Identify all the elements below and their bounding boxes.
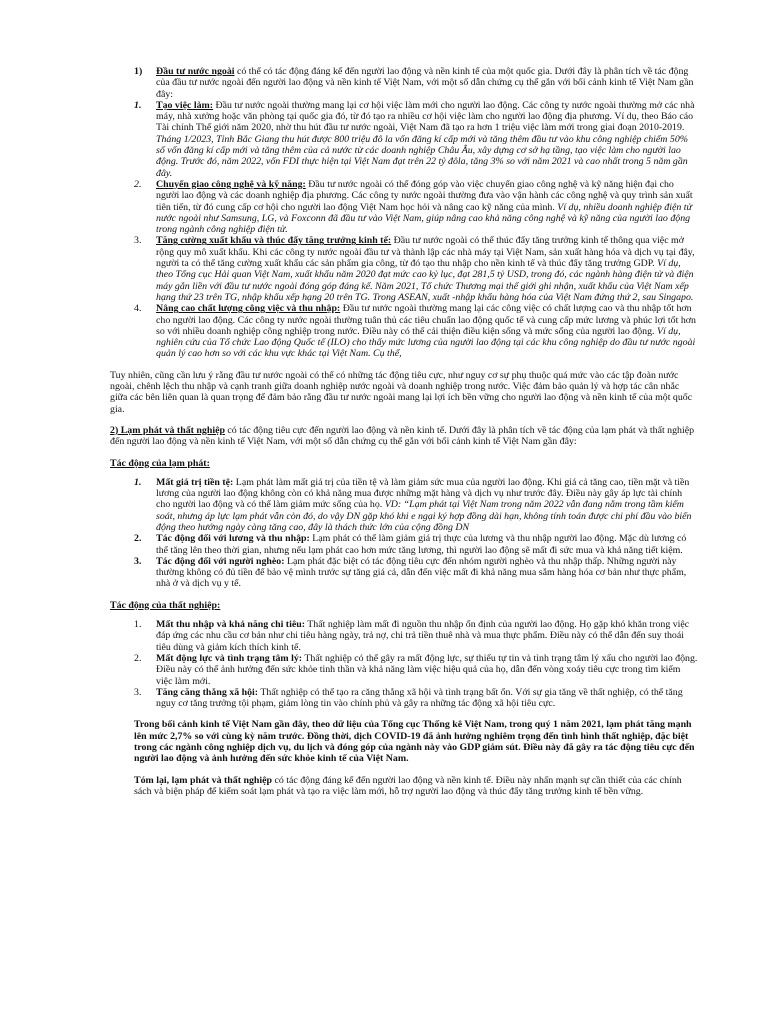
item-text: Lạm phát làm mất giá trị của tiền tệ và làm giảm sức mua của người lao động. Khi giá cả tăng cao, tiền mặt và tiền lương của người lao động không còn có khả năng mua được những mặt hàng và dịch vụ như trước đây. Điều này gây áp lực tài chính cho người lao động và có thể làm giảm mức sống của họ. — [156, 476, 690, 511]
unemployment-item-1 — [110, 619, 698, 653]
summary-lead: Tóm lại, lạm phát và thất nghiệp — [134, 774, 272, 786]
item-example: Tháng 1/2023, Tỉnh Bắc Giang thu hút được 800 triệu đô la vốn đăng kí cấp mới và tăng thêm đầu tư vào khu công nghiệp chiếm 50% số vốn đăng kí cấp mới và tăng thêm của cả nước từ các doanh nghiệp Châu Âu, xây dựng cơ sở hạ tầng, tạo việc làm cho người lao động. Trước đó, năm 2022, vốn FDI thực hiện tại Việt Nam đạt trên 22 tỷ đôla, tăng 3% so với năm 2021 và cao nhất trong 5 năm gần đây. — [156, 133, 689, 179]
list-number: 2. — [134, 533, 142, 545]
item-text: Đầu tư nước ngoài có thể thúc đẩy tăng trưởng kinh tế thông qua việc mở rộng quy mô xuất khẩu. Khi các công ty nước ngoài đầu tư và thành lập các nhà máy tại Việt Nam, sản xuất hàng hóa và dịch vụ tại đây, người ta có thể tăng cường xuất khẩu các sản phẩm gia công, từ đó tạo thu nhập cho nền kinh tế và thúc đẩy tăng trưởng GDP. — [156, 235, 695, 270]
list-number: 4. — [134, 303, 142, 315]
section-1-intro-text: có thể có tác động đáng kể đến người lao động và nền kinh tế của một quốc gia. Dưới đây là phân tích về tác động của đầu tư nước ngoài đến người lao động và nền kinh tế Việt Nam, với một số dẫn chứng cụ thể gắn với bối cảnh kinh tế Việt Nam gần đây: — [156, 66, 694, 100]
section-1-closing: Tuy nhiên, cũng cần lưu ý rằng đầu tư nước ngoài có thể có những tác động tiêu cực, như nguy cơ sự phụ thuộc quá mức vào các tập đoàn nước ngoài, chênh lệch thu nhập và cạnh tranh giữa doanh nghiệp nước ngoài và doanh nghiệp trong nước. Việc đảm bảo quản lý và hợp tác cân nhắc giữa các bên liên quan là quan trọng để đảm bảo rằng đầu tư nước ngoài mang lại lợi ích bền vững cho người lao động và nền kinh tế của một quốc gia. — [110, 369, 693, 415]
item-text: Đầu tư nước ngoài có thể đóng góp vào việc chuyển giao công nghệ và kỹ năng hiện đại cho người lao động và các doanh nghiệp địa phương. Các công ty nước ngoài thường đưa vào vận hành các công nghệ và quy trình sản xuất tiên tiến, từ đó cung cấp cơ hội cho người lao động Việt Nam học hỏi và nâng cao kỹ năng của mình. — [156, 178, 693, 213]
item-example: Ví dụ, nghiên cứu của Tổ chức Lao động Quốc tế (ILO) cho thấy mức lương của người lao động tại các khu công nghiệp do đầu tư nước ngoài quản lý cao hơn so với các khu vực khác tại Việt Nam. Cụ thể, — [156, 325, 696, 360]
item-title: Tác động đối với lương và thu nhập: — [156, 533, 310, 545]
s1-item-1 — [110, 100, 698, 179]
list-number: 3. — [134, 686, 142, 698]
section-2-title: 2) Lạm phát và thất nghiệp — [110, 424, 225, 436]
item-title: Tăng cường xuất khẩu và thúc đẩy tăng trưởng kinh tế: — [156, 235, 392, 247]
section-1-title: Đầu tư nước ngoài — [156, 66, 235, 77]
item-title: Tạo việc làm: — [156, 99, 214, 111]
list-number: 1. — [134, 619, 142, 631]
document-page — [110, 66, 698, 797]
item-title: Mất động lực và tình trạng tâm lý: — [156, 652, 303, 664]
s1-item-2 — [110, 179, 698, 235]
list-number: 2. — [134, 178, 142, 190]
item-example: VD: “Lạm phát tại Việt Nam trong năm 2022 vẫn đang nằm trong tầm kiểm soát, nhưng áp lực lạm phát vẫn còn đó, do vậy DN gặp khó khi e ngại ký hợp đồng dài hạn, không tính toán được chi phí đầu vào biến động theo hướng ngày càng tăng cao, đây là thách thức lớn của cộng đồng DN — [156, 499, 692, 533]
inflation-item-1 — [110, 477, 698, 533]
list-number: 2. — [134, 652, 142, 664]
item-example: Ví dụ, nhiều doanh nghiệp điện tử nước ngoài như Samsung, LG, và Foxconn đã đầu tư vào Việt Nam, giúp nâng cao khả năng công nghệ và kỹ năng của người lao động trong ngành công nghiệp điện tử. — [156, 201, 692, 236]
inflation-item-3 — [110, 556, 698, 590]
item-title: Mất thu nhập và khả năng chi tiêu: — [156, 619, 305, 631]
s1-item-3 — [110, 235, 698, 303]
section-1-intro — [110, 66, 698, 100]
inflation-heading: Tác động của lạm phát: — [110, 457, 210, 469]
item-example: Ví dụ, theo Tổng cục Hải quan Việt Nam, xuất khẩu năm 2020 đạt mức cao kỷ lục, đạt 281,5 tỷ USD, trong đó, các ngành hàng điện tử và điện máy gắn liền với đầu tư nước ngoài đóng góp đáng kể. Năm 2021, Tổ chức Thương mại thế giới ghi nhận, xuất khẩu của Việt Nam xếp hạng thứ 23 trên TG, nhập khẩu xếp hạng 20 trên TG. Trong ASEAN, xuất -nhập khẩu hàng hóa của Việt Nam đứng thứ 2, sau Singapo. — [156, 258, 694, 303]
section-2-intro — [110, 425, 698, 448]
item-text: Thất nghiệp có thể gây ra mất động lực, sự thiếu tự tin và tình trạng tâm lý xấu cho người lao động. Điều này có thể ảnh hưởng đến sức khỏe tinh thần và khả năng làm việc hiệu quả của họ, dẫn đến vòng xoáy tiêu cực trong tìm kiếm việc làm mới. — [156, 652, 698, 687]
item-title: Mất giá trị tiền tệ: — [156, 476, 234, 488]
item-text: Đầu tư nước ngoài thường mang lại cơ hội việc làm mới cho người lao động. Các công ty nước ngoài thường mở các nhà máy, nhà xưởng hoặc văn phòng tại quốc gia đó, từ đó tạo ra nhiều cơ hội việc làm cho người lao động địa phương. Ví dụ, theo Báo cáo Tài chính Thế giới năm 2020, nhờ thu hút đầu tư nước ngoài, Việt Nam đã tạo ra hơn 1 triệu việc làm mới trong giai đoạn 2010-2019. — [156, 99, 695, 134]
list-number: 3. — [134, 555, 142, 567]
unemployment-item-3 — [110, 687, 698, 710]
summary-text: có tác động đáng kể đến người lao động và nền kinh tế. Điều này nhấn mạnh sự cần thiết của các chính sách và biện pháp để kiểm soát lạm phát và tạo ra việc làm mới, hỗ trợ người lao động và thúc đẩy tăng trưởng kinh tế bền vững. — [134, 774, 682, 797]
summary-paragraph — [110, 775, 698, 798]
inflation-item-2 — [110, 533, 698, 556]
unemployment-item-2 — [110, 653, 698, 687]
section-2-intro-text: có tác động tiêu cực đến người lao động và nền kinh tế. Dưới đây là phân tích về tác động của lạm phát và thất nghiệp đến người lao động và nền kinh tế Việt Nam, với một số dẫn chứng cụ thể gắn với bối cảnh kinh tế Việt Nam gần đây: — [110, 424, 695, 448]
item-title: Tăng căng thẳng xã hội: — [156, 686, 259, 698]
item-text: Thất nghiệp có thể tạo ra căng thẳng xã hội và tình trạng bất ổn. Với sự gia tăng về thất nghiệp, có thể tăng nguy cơ tăng trưởng tội phạm, giảm lòng tin vào chính phủ và gây ra những tác động xã hội tiêu cực. — [156, 686, 683, 710]
item-title: Tác động đối với người nghèo: — [156, 555, 285, 567]
item-text: Lạm phát có thể làm giảm giá trị thực của lương và thu nhập người lao động. Mặc dù lương có thể tăng lên theo thời gian, nhưng nếu lạm phát cao hơn mức tăng lương, thì người lao động sẽ mất đi sức mua và khả năng tiết kiệm. — [156, 533, 687, 556]
item-text: Thất nghiệp làm mất đi nguồn thu nhập ổn định của người lao động. Họ gặp khó khăn trong việc đáp ứng các nhu cầu cơ bản như chi tiêu hàng ngày, trả nợ, chi trả tiền thuê nhà và mua thực phẩm. Điều này có thể dẫn đến suy thoái tiêu dùng và giảm kích thích kinh tế. — [156, 619, 690, 653]
item-text: Lạm phát đặc biệt có tác động tiêu cực đến nhóm người nghèo và thu nhập thấp. Những người này thường không có đủ tiền để bảo vệ mình trước sự tăng giá cả, dẫn đến việc mất đi khả năng mua sắm hàng hóa cơ bản như thực phẩm, nhà ở và dịch vụ y tế. — [156, 555, 687, 590]
item-title: Nâng cao chất lượng công việc và thu nhập: — [156, 303, 341, 315]
section-1-number: 1) — [134, 66, 143, 77]
list-number: 1. — [134, 99, 142, 111]
list-number: 3. — [134, 235, 142, 247]
s1-item-4 — [110, 303, 698, 359]
item-text: Đầu tư nước ngoài thường mang lại các công việc có chất lượng cao và thu nhập tốt hơn cho người lao động. Các công ty nước ngoài thường tuân thủ các tiêu chuẩn lao động quốc tế và cung cấp mức lương và phúc lợi tốt hơn so với nhiều doanh nghiệp công nghiệp trong nước. Điều này có thể cải thiện điều kiện sống và mức sống của người lao động. — [156, 303, 696, 337]
list-number: 1. — [134, 476, 142, 488]
item-title: Chuyển giao công nghệ và kỹ năng: — [156, 178, 306, 190]
unemployment-heading: Tác động của thất nghiệp: — [110, 599, 221, 611]
context-paragraph: Trong bối cảnh kinh tế Việt Nam gần đây, theo dữ liệu của Tổng cục Thống kê Việt Nam, trong quý 1 năm 2021, lạm phát tăng mạnh lên mức 2,7% so với cùng kỳ năm trước. Đồng thời, dịch COVID-19 đã ảnh hưởng nghiêm trọng đến tình hình thất nghiệp, đặc biệt trong các ngành công nghiệp dịch vụ, du lịch và đóng góp của ngành này vào GDP giảm sút. Điều này đã gây ra tác động tiêu cực đến người lao động và ảnh hưởng đến sức khỏe kinh tế của Việt Nam. — [134, 719, 695, 765]
